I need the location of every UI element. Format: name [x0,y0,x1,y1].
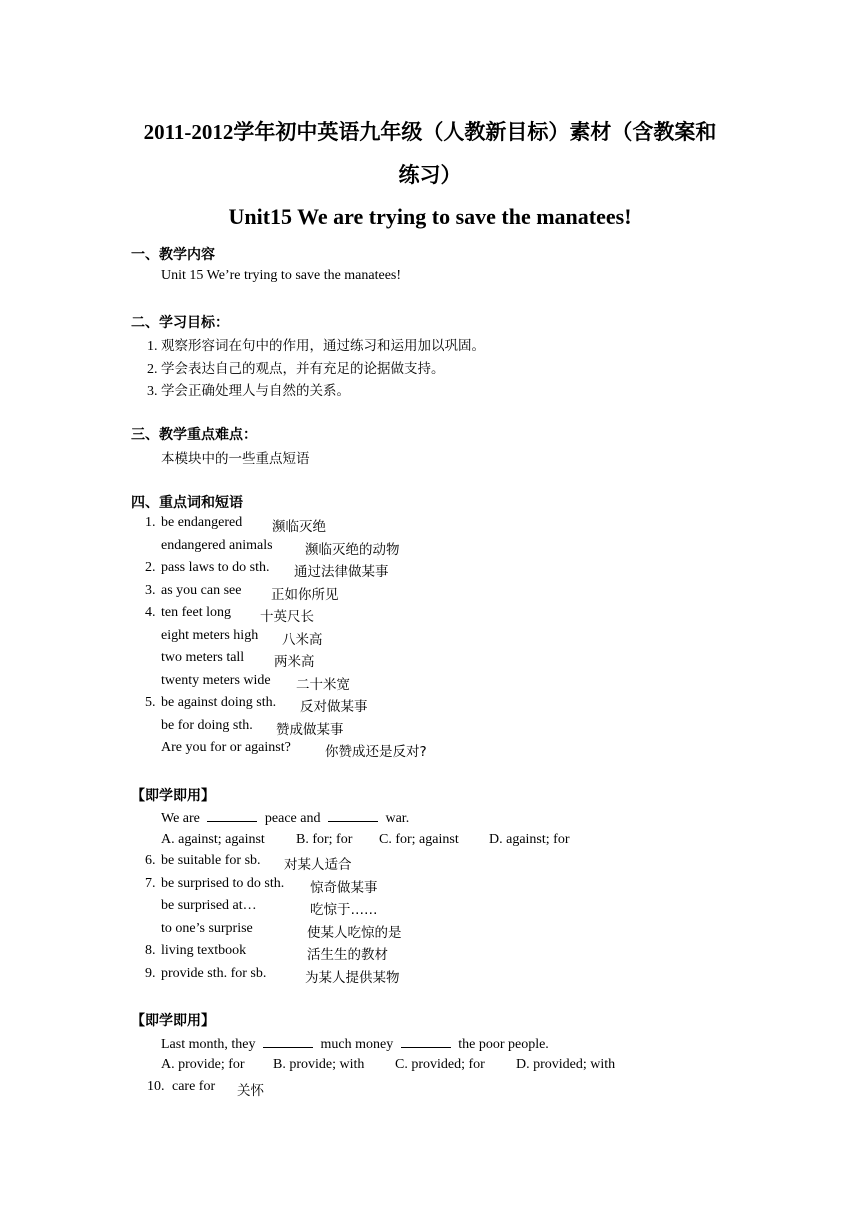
option-b: B. provide; with [273,1057,365,1072]
section-content-text: Unit 15 We’re trying to save the manatees! [161,268,402,283]
answer-blank[interactable] [328,809,378,822]
phrase-en: be against doing sth. [161,695,277,710]
option-b: B. for; for [296,832,353,847]
goal-number: 3. [147,384,158,399]
phrase-number: 9. [145,966,156,981]
option-d: D. provided; with [516,1057,616,1072]
exercise-question [161,1035,549,1053]
phrase-cn: 使某人吃惊的是 [307,925,402,941]
phrase-en: be surprised at… [161,898,257,913]
phrase-cn: 吃惊于…… [310,902,378,918]
exercise-heading: 【即学即用】 [131,789,215,804]
unit-title: Unit15 We are trying to save the manatees! [228,204,632,229]
phrase-number: 8. [145,943,156,958]
phrase-cn: 两米高 [274,654,315,670]
phrase-en: care for [172,1079,216,1094]
goal-number: 2. [147,362,158,377]
phrase-cn: 关怀 [237,1083,264,1099]
phrase-cn: 正如你所见 [271,587,339,603]
question-text: war. [385,811,410,826]
phrase-number: 4. [145,605,156,620]
section-heading-phrases: 四、重点词和短语 [131,496,243,511]
phrase-cn: 对某人适合 [284,857,352,873]
phrase-cn: 八米高 [282,632,323,648]
phrase-cn: 濒临灭绝的动物 [305,542,400,558]
section-heading-keypoints: 三、教学重点难点： [131,428,257,443]
question-text: much money [320,1037,394,1052]
phrase-en: be surprised to do sth. [161,876,285,891]
phrase-cn: 二十米宽 [296,677,350,693]
doc-title-line1: 2011-2012学年初中英语九年级（人教新目标）素材（含教案和 [143,120,717,144]
phrase-en: two meters tall [161,650,245,665]
option-a: A. against; against [161,832,265,847]
phrase-cn: 反对做某事 [300,699,368,715]
phrase-number: 1. [145,515,156,530]
phrase-number: 3. [145,583,156,598]
answer-blank[interactable] [207,809,257,822]
section-heading-content: 一、教学内容 [131,248,215,263]
phrase-en: eight meters high [161,628,259,643]
doc-title-line2: 练习） [398,163,462,187]
phrase-en: to one’s surprise [161,921,253,936]
phrase-en: be endangered [161,515,243,530]
goal-item [147,334,485,355]
goal-item [147,379,350,400]
option-c: C. for; against [379,832,459,847]
phrase-cn: 通过法律做某事 [294,564,389,580]
phrase-en: be suitable for sb. [161,853,261,868]
question-text: the poor people. [458,1037,549,1052]
phrase-en: ten feet long [161,605,231,620]
phrase-cn: 十英尺长 [260,609,314,625]
phrase-en: provide sth. for sb. [161,966,267,981]
question-text: peace and [264,811,321,826]
phrase-en: living textbook [161,943,247,958]
phrase-number: 10. [147,1079,165,1094]
question-text: We are [161,811,200,826]
goal-text: 学会正确处理人与自然的关系。 [161,383,350,399]
option-c: C. provided; for [395,1057,485,1072]
goal-item [147,357,445,378]
phrase-en: be for doing sth. [161,718,253,733]
phrase-cn: 为某人提供某物 [305,970,400,986]
phrase-en: twenty meters wide [161,673,271,688]
phrase-en: endangered animals [161,538,273,553]
goal-number: 1. [147,339,158,354]
goal-text: 学会表达自己的观点，并有充足的论据做支持。 [161,361,445,377]
phrase-en: as you can see [161,583,242,598]
phrase-cn: 惊奇做某事 [310,880,378,896]
goal-text: 观察形容词在句中的作用，通过练习和运用加以巩固。 [161,338,485,354]
keypoints-text: 本模块中的一些重点短语 [161,451,310,467]
exercise-question [161,809,409,827]
answer-blank[interactable] [263,1035,313,1048]
phrase-cn: 你赞成还是反对? [325,744,427,760]
exercise-heading: 【即学即用】 [131,1014,215,1029]
phrase-cn: 活生生的教材 [307,947,388,963]
phrase-cn: 赞成做某事 [276,722,344,738]
option-a: A. provide; for [161,1057,245,1072]
phrase-number: 7. [145,876,156,891]
phrase-number: 5. [145,695,156,710]
phrase-number: 6. [145,853,156,868]
section-heading-goals: 二、学习目标： [131,316,229,331]
phrase-cn: 濒临灭绝 [272,519,326,535]
phrase-en: pass laws to do sth. [161,560,270,575]
answer-blank[interactable] [401,1035,451,1048]
question-text: Last month, they [161,1037,256,1052]
phrase-en: Are you for or against? [161,740,291,755]
option-d: D. against; for [489,832,570,847]
phrase-number: 2. [145,560,156,575]
